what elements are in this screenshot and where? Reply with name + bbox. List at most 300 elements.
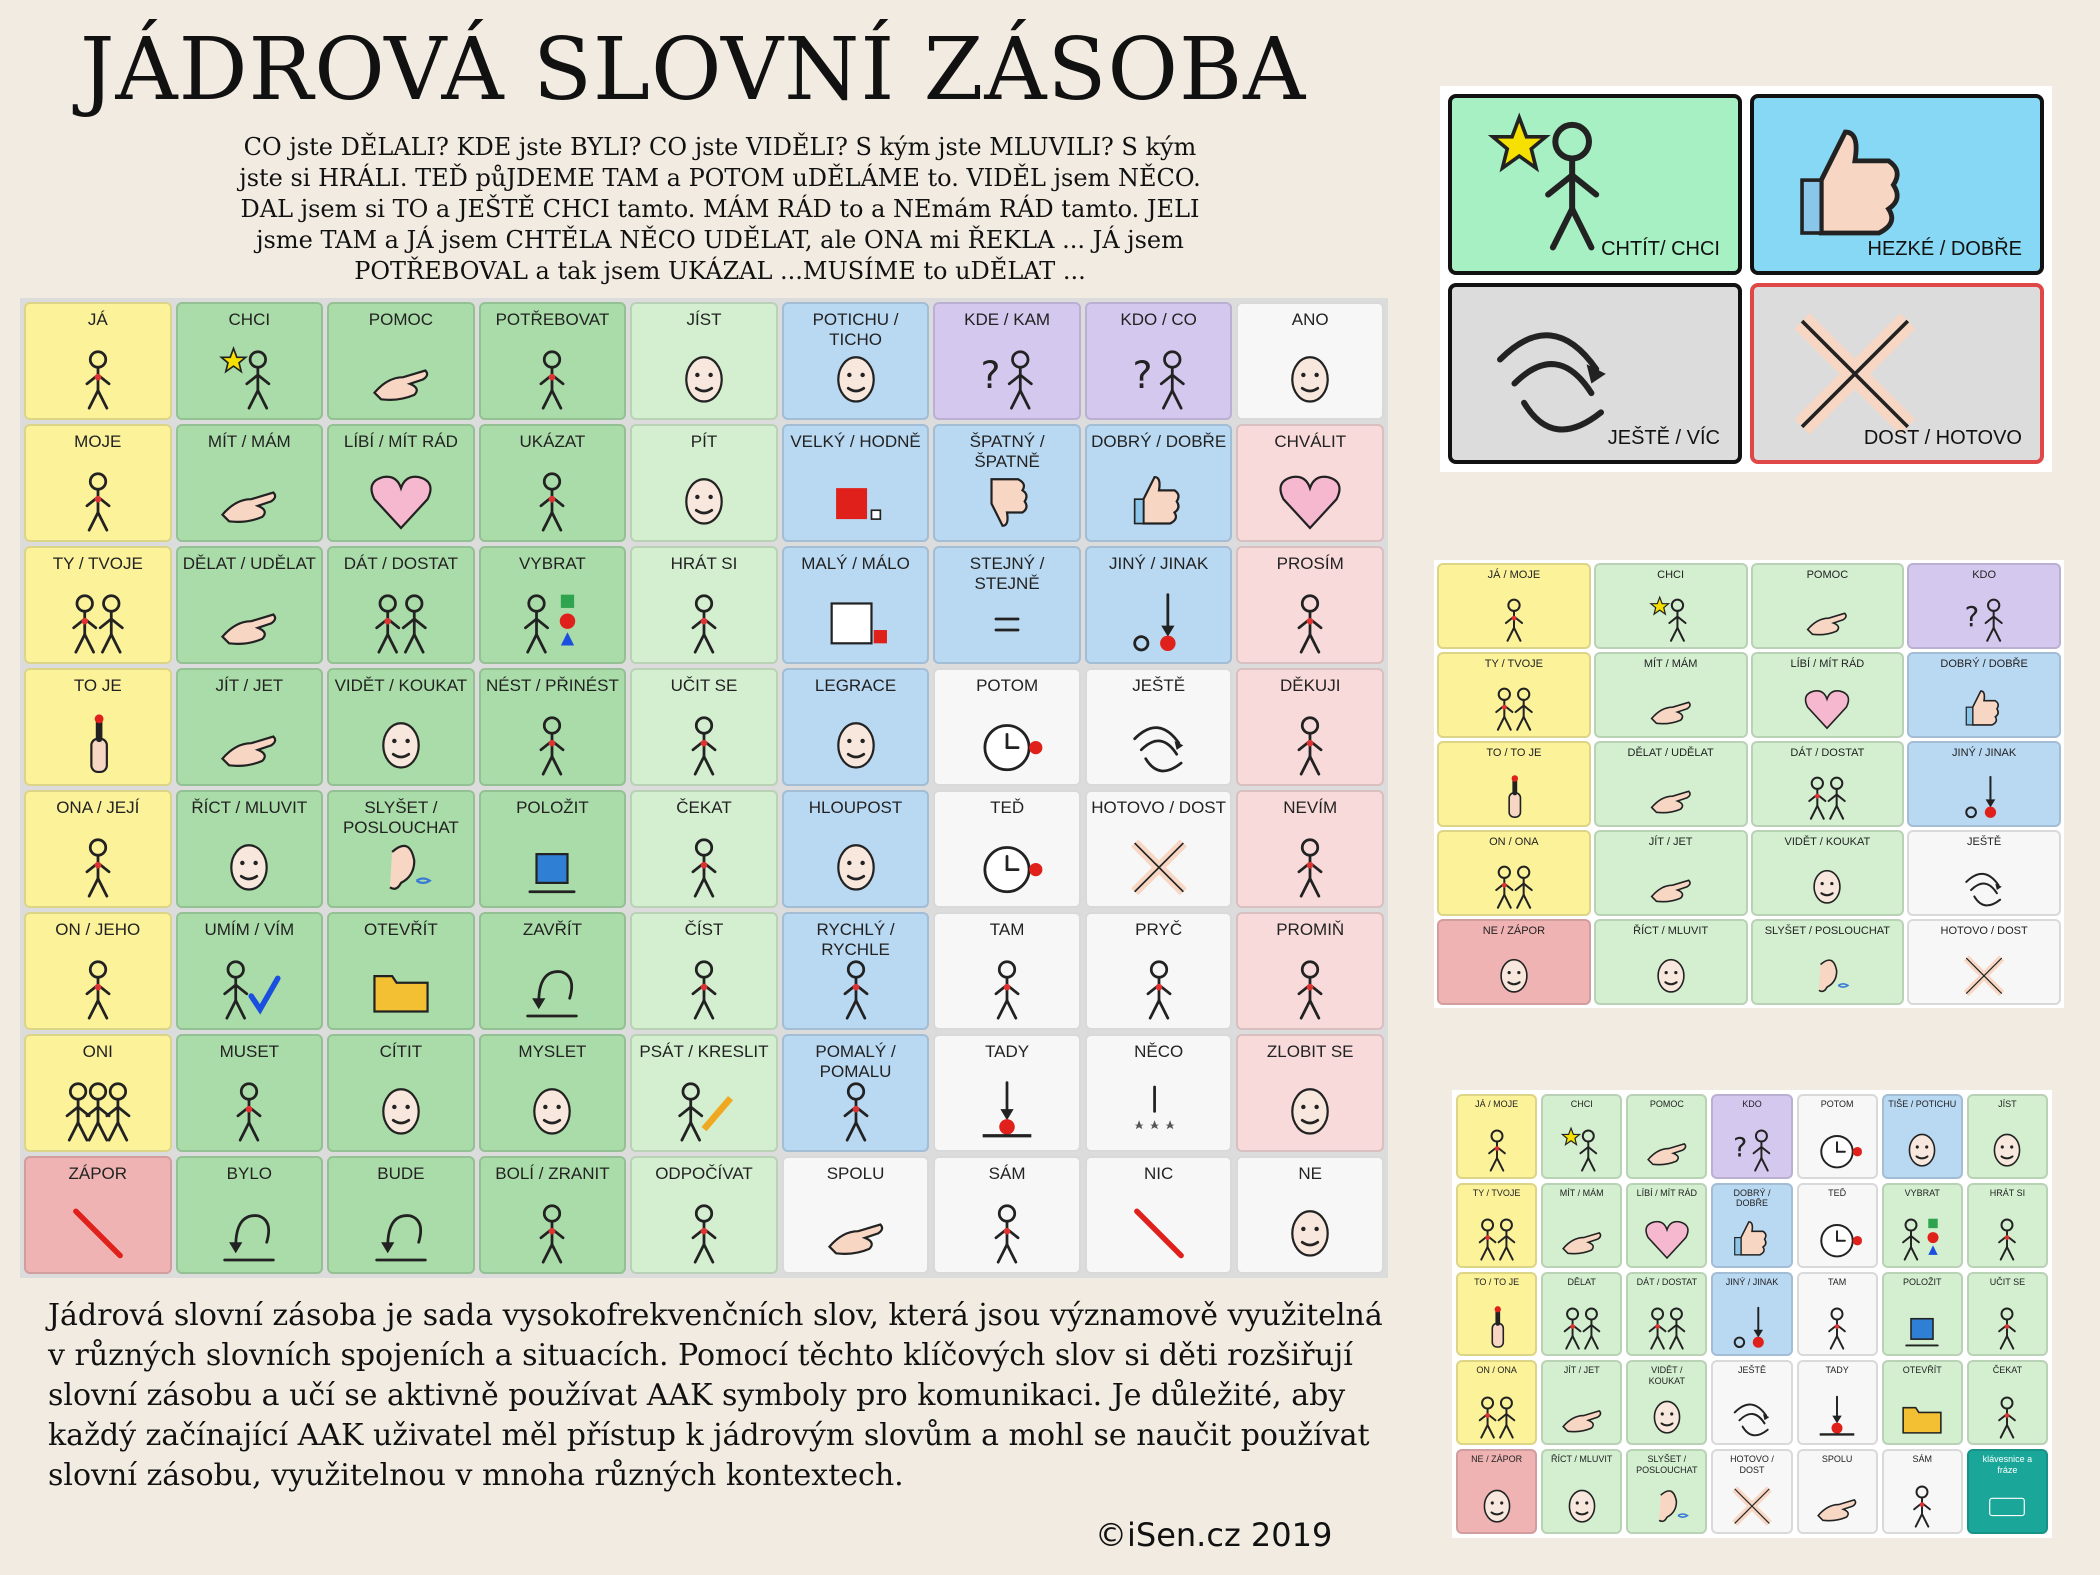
mid_grid-cell-hotovo-dost[interactable] <box>1907 919 2061 1005</box>
medium-symbol-board <box>1434 560 2064 1008</box>
small_grid-cell-spolu[interactable] <box>1797 1449 1878 1534</box>
big-cell-label: DOST / HOTOVO <box>1863 427 2022 449</box>
main_grid-cell-zlobit-se[interactable] <box>1236 1034 1384 1152</box>
main_grid-cell-jíst[interactable] <box>630 302 778 420</box>
main_grid-cell-tady[interactable] <box>933 1034 1081 1152</box>
main_grid-cell-jiný-jinak[interactable] <box>1085 546 1233 664</box>
two-people-icon <box>1471 1392 1521 1445</box>
small_grid-cell-pomoc[interactable] <box>1626 1094 1707 1179</box>
small_grid-cell-potom[interactable] <box>1797 1094 1878 1179</box>
cell-label: BYLO <box>226 1164 272 1183</box>
cell-label: OTEVŘÍT <box>364 920 438 939</box>
small_grid-cell-líbí-mít-rád[interactable] <box>1626 1183 1707 1268</box>
cell-label: PRYČ <box>1135 920 1183 939</box>
hand-icon <box>1802 594 1854 649</box>
main_grid-cell-promiň[interactable] <box>1236 912 1384 1030</box>
svg-text:?: ? <box>1964 602 1980 634</box>
main_grid-cell-dát-dostat[interactable] <box>327 546 475 664</box>
cell-label: HRÁT SI <box>670 554 738 573</box>
mid_grid-cell-ne-zápor[interactable] <box>1437 919 1591 1005</box>
cell-label: UKÁZAT <box>519 432 586 451</box>
mid_grid-cell-mít-mám[interactable] <box>1594 652 1748 738</box>
cell-label: VELKÝ / HODNĚ <box>790 432 921 451</box>
main_grid-cell-já[interactable] <box>24 302 172 420</box>
cell-label: POLOŽIT <box>516 798 589 817</box>
square-white-icon <box>820 588 891 663</box>
main_grid-cell-vybrat[interactable] <box>479 546 627 664</box>
clock-icon <box>1812 1125 1862 1178</box>
main_grid-cell-špatný-špatně[interactable] <box>933 424 1081 542</box>
small_grid-cell-tiše-potichu[interactable] <box>1882 1094 1963 1179</box>
arrow-back-icon <box>214 1198 285 1273</box>
cell-label: klávesnice a fráze <box>1982 1454 2033 1475</box>
main_grid-cell-chválit[interactable] <box>1236 424 1384 542</box>
cell-label: ZLOBIT SE <box>1266 1042 1354 1061</box>
face-icon <box>1645 950 1697 1005</box>
small_grid-cell-dát-dostat[interactable] <box>1626 1272 1707 1357</box>
cell-label: NÉST / PŘINÉST <box>485 676 619 695</box>
two-people-icon <box>1488 683 1540 738</box>
main_grid-cell-zavřít[interactable] <box>479 912 627 1030</box>
mid_grid-cell-dělat-udělat[interactable] <box>1594 741 1748 827</box>
main_grid-cell-nic[interactable] <box>1085 1156 1233 1274</box>
cell-label: JÁ / MOJE <box>1487 569 1541 581</box>
cell-label: MÍT / MÁM <box>207 432 291 451</box>
face-icon <box>1275 1076 1346 1151</box>
big-cell-2[interactable] <box>1448 283 1742 464</box>
mid_grid-cell-to-to-je[interactable] <box>1437 741 1591 827</box>
cell-label: POTOM <box>976 676 1039 695</box>
cell-label: JÁ / MOJE <box>1475 1099 1519 1109</box>
main_grid-cell-pryč[interactable] <box>1085 912 1233 1030</box>
cell-label: KDO <box>1972 569 1997 581</box>
main_grid-cell-chci[interactable] <box>176 302 324 420</box>
cell-label: RYCHLÝ / RYCHLE <box>816 920 895 959</box>
person-icon <box>669 588 740 663</box>
main_grid-cell-zápor[interactable] <box>24 1156 172 1274</box>
check-icon <box>214 954 285 1029</box>
mid_grid-cell-dát-dostat[interactable] <box>1751 741 1905 827</box>
main_grid-cell-hotovo-dost[interactable] <box>1085 790 1233 908</box>
heart-icon <box>1802 683 1854 738</box>
cell-label: TY / TVOJE <box>52 554 143 573</box>
cell-label: ANO <box>1291 310 1329 329</box>
person-icon <box>1275 832 1346 907</box>
main_grid-cell-hloupost[interactable] <box>782 790 930 908</box>
cross-hands-icon <box>1958 950 2010 1005</box>
mid_grid-cell-já-moje[interactable] <box>1437 563 1591 649</box>
cell-label: CHCI <box>1570 1099 1593 1109</box>
cell-label: TAM <box>989 920 1025 939</box>
arrow-down-icon <box>1958 772 2010 827</box>
small-symbol-board <box>1452 1090 2052 1538</box>
main_grid-cell-ty-tvoje[interactable] <box>24 546 172 664</box>
small_grid-cell-mít-mám[interactable] <box>1541 1183 1622 1268</box>
small_grid-cell-učit-se[interactable] <box>1967 1272 2048 1357</box>
cell-label: TEĎ <box>1828 1187 1847 1198</box>
cell-label: JÍT / JET <box>1648 836 1693 848</box>
main_grid-cell-otevřít[interactable] <box>327 912 475 1030</box>
main_grid-cell-tam[interactable] <box>933 912 1081 1030</box>
main_grid-cell-umím-vím[interactable] <box>176 912 324 1030</box>
face-icon <box>1982 1125 2032 1178</box>
small_grid-cell-jiný-jinak[interactable] <box>1711 1272 1792 1357</box>
person-icon <box>214 1076 285 1151</box>
cell-label: SLYŠET / POSLOUCHAT <box>342 798 459 837</box>
small_grid-cell-sám[interactable] <box>1882 1449 1963 1534</box>
arrows-icon <box>1123 710 1194 785</box>
cell-label: VIDĚT / KOUKAT <box>1784 836 1871 848</box>
main_grid-cell-líbí-mít-rád[interactable] <box>327 424 475 542</box>
cell-label: DOBRÝ / DOBŘE <box>1091 432 1227 451</box>
cell-label: LÍBÍ / MÍT RÁD <box>1636 1187 1698 1198</box>
main_grid-cell-potom[interactable] <box>933 668 1081 786</box>
hand-icon <box>214 710 285 785</box>
person-icon <box>669 954 740 1029</box>
two-people-icon <box>1471 1214 1521 1267</box>
main_grid-cell-něco[interactable] <box>1085 1034 1233 1152</box>
hand-icon <box>1645 683 1697 738</box>
cell-label: SPOLU <box>826 1164 885 1183</box>
hand-icon <box>1645 772 1697 827</box>
small_grid-cell-jíst[interactable] <box>1967 1094 2048 1179</box>
cell-label: DÁT / DOSTAT <box>343 554 459 573</box>
cell-label: KDE / KAM <box>964 310 1051 329</box>
main_grid-cell-moje[interactable] <box>24 424 172 542</box>
main_grid-cell-oni[interactable] <box>24 1034 172 1152</box>
main_grid-cell-potřebovat[interactable] <box>479 302 627 420</box>
hand-icon <box>1812 1481 1862 1534</box>
cell-label: BOLÍ / ZRANIT <box>495 1164 610 1183</box>
small_grid-cell-tady[interactable] <box>1797 1360 1878 1445</box>
two-people-icon <box>1557 1303 1607 1356</box>
cell-label: ŘÍCT / MLUVIT <box>191 798 308 817</box>
cell-label: POMALÝ / POMALU <box>815 1042 896 1081</box>
main_grid-cell-spolu[interactable] <box>782 1156 930 1274</box>
person-icon <box>1982 1392 2032 1445</box>
cell-label: VYBRAT <box>1904 1187 1940 1198</box>
arrow-back-icon <box>365 1198 436 1273</box>
small_grid-cell-tam[interactable] <box>1797 1272 1878 1357</box>
main_grid-cell-odpočívat[interactable] <box>630 1156 778 1274</box>
face-icon <box>365 710 436 785</box>
svg-text:?: ? <box>1132 353 1153 398</box>
small_grid-cell-ještě[interactable] <box>1711 1360 1792 1445</box>
cell-label: PSÁT / KRESLIT <box>639 1042 769 1061</box>
cell-label: CÍTIT <box>379 1042 423 1061</box>
person-icon <box>669 832 740 907</box>
heart-icon <box>365 466 436 541</box>
cell-label: TO / TO JE <box>1474 1276 1520 1287</box>
cell-label: JÍT / JET <box>1563 1365 1600 1376</box>
mid_grid-cell-říct-mluvit[interactable] <box>1594 919 1748 1005</box>
arrow-down-icon <box>1727 1303 1777 1356</box>
main_grid-cell-myslet[interactable] <box>479 1034 627 1152</box>
main_grid-cell-to-je[interactable] <box>24 668 172 786</box>
face-icon <box>820 710 891 785</box>
small_grid-cell-otevřít[interactable] <box>1882 1360 1963 1445</box>
cell-label: ON / ONA <box>1476 1365 1517 1376</box>
clock-icon <box>1812 1214 1862 1267</box>
clock-icon <box>972 710 1043 785</box>
small_grid-cell-chci[interactable] <box>1541 1094 1622 1179</box>
square-red-icon <box>820 466 891 541</box>
mid_grid-cell-jít-jet[interactable] <box>1594 830 1748 916</box>
cell-label: POTOM <box>1820 1099 1854 1109</box>
cell-label: POMOC <box>1649 1099 1684 1109</box>
main-symbol-board <box>20 298 1388 1278</box>
mid_grid-cell-jiný-jinak[interactable] <box>1907 741 2061 827</box>
cell-label: VYBRAT <box>519 554 586 573</box>
big-cell-0[interactable] <box>1448 94 1742 275</box>
small_grid-cell-hotovo-dost[interactable] <box>1711 1449 1792 1534</box>
cell-label: CHVÁLIT <box>1274 432 1347 451</box>
main_grid-cell-hrát-si[interactable] <box>630 546 778 664</box>
main_grid-cell-bude[interactable] <box>327 1156 475 1274</box>
thumb-up-icon <box>1727 1214 1777 1267</box>
cell-label: JINÝ / JINAK <box>1952 747 2017 759</box>
cell-label: JÍST <box>1998 1099 2017 1109</box>
small_grid-cell-dobrý-dobře[interactable] <box>1711 1183 1792 1268</box>
dot-down-icon <box>972 1076 1043 1151</box>
cell-label: PROSÍM <box>1276 554 1344 573</box>
main_grid-cell-malý-málo[interactable] <box>782 546 930 664</box>
main_grid-cell-ještě[interactable] <box>1085 668 1233 786</box>
cell-label: LEGRACE <box>814 676 897 695</box>
main_grid-cell-pomoc[interactable] <box>327 302 475 420</box>
main_grid-cell-říct-mluvit[interactable] <box>176 790 324 908</box>
main_grid-cell-číst[interactable] <box>630 912 778 1030</box>
main_grid-cell-ukázat[interactable] <box>479 424 627 542</box>
thumb-up-icon <box>1123 466 1194 541</box>
ear-icon <box>1802 950 1854 1005</box>
person-icon <box>62 954 133 1029</box>
equal-icon <box>972 588 1043 663</box>
main_grid-cell-pít[interactable] <box>630 424 778 542</box>
person-icon <box>1275 954 1346 1029</box>
main_grid-cell-dobrý-dobře[interactable] <box>1085 424 1233 542</box>
cell-label: DÁT / DOSTAT <box>1636 1276 1698 1287</box>
cell-label: VIDĚT / KOUKAT <box>1648 1365 1686 1386</box>
small_grid-cell-on-ona[interactable] <box>1456 1360 1537 1445</box>
small_grid-cell-vybrat[interactable] <box>1882 1183 1963 1268</box>
cell-label: POTICHU / TICHO <box>812 310 899 349</box>
heart-icon <box>1275 466 1346 541</box>
mid_grid-cell-slyšet-poslouchat[interactable] <box>1751 919 1905 1005</box>
small_grid-cell-kdo[interactable] <box>1711 1094 1792 1179</box>
mid_grid-cell-chci[interactable] <box>1594 563 1748 649</box>
small_grid-cell-hrát-si[interactable] <box>1967 1183 2048 1268</box>
face-icon <box>1471 1481 1521 1534</box>
face-icon <box>1642 1392 1692 1445</box>
cell-label: LÍBÍ / MÍT RÁD <box>343 432 458 451</box>
mid_grid-cell-pomoc[interactable] <box>1751 563 1905 649</box>
face-icon <box>1557 1481 1607 1534</box>
main_grid-cell-prosím[interactable] <box>1236 546 1384 664</box>
cell-label: HLOUPOST <box>808 798 903 817</box>
mid_grid-cell-on-ona[interactable] <box>1437 830 1591 916</box>
hand-icon <box>1642 1125 1692 1178</box>
folder-icon <box>1897 1392 1947 1445</box>
main_grid-cell-slyšet-poslouchat[interactable] <box>327 790 475 908</box>
big-cell-label: HEZKÉ / DOBŘE <box>1867 238 2022 260</box>
person-icon <box>1275 710 1346 785</box>
person-icon <box>972 954 1043 1029</box>
small_grid-cell-ne-zápor[interactable] <box>1456 1449 1537 1534</box>
page-title: JÁDROVÁ SLOVNÍ ZÁSOBA <box>80 20 1307 120</box>
main_grid-cell-mít-mám[interactable] <box>176 424 324 542</box>
cell-label: ŘÍCT / MLUVIT <box>1633 925 1709 937</box>
mid_grid-cell-ještě[interactable] <box>1907 830 2061 916</box>
main_grid-cell-legrace[interactable] <box>782 668 930 786</box>
main_grid-cell-psát-kreslit[interactable] <box>630 1034 778 1152</box>
cell-label: KDO <box>1742 1099 1762 1109</box>
main_grid-cell-dělat-udělat[interactable] <box>176 546 324 664</box>
slash-icon <box>62 1198 133 1273</box>
cell-label: TADY <box>985 1042 1030 1061</box>
cell-label: ZAVŘÍT <box>522 920 583 939</box>
person-icon <box>1982 1303 2032 1356</box>
hand-icon <box>1557 1392 1607 1445</box>
person-star-icon <box>1557 1125 1607 1178</box>
cell-label: DĚLAT / UDĚLAT <box>182 554 316 573</box>
big-cell-1[interactable] <box>1750 94 2044 275</box>
person-icon <box>517 1198 588 1273</box>
mid_grid-cell-líbí-mít-rád[interactable] <box>1751 652 1905 738</box>
main_grid-cell-bolí-zranit[interactable] <box>479 1156 627 1274</box>
cell-label: TIŠE / POTICHU <box>1888 1099 1957 1109</box>
small_grid-cell-klávesnice-a-fráze[interactable] <box>1967 1449 2048 1534</box>
cell-label: DĚKUJI <box>1279 676 1341 695</box>
person-icon <box>62 344 133 419</box>
question-icon <box>972 344 1043 419</box>
ear-icon <box>1642 1481 1692 1534</box>
main_grid-cell-ano[interactable] <box>1236 302 1384 420</box>
small_grid-cell-já-moje[interactable] <box>1456 1094 1537 1179</box>
main_grid-cell-teď[interactable] <box>933 790 1081 908</box>
main_grid-cell-učit-se[interactable] <box>630 668 778 786</box>
mid_grid-cell-dobrý-dobře[interactable] <box>1907 652 2061 738</box>
copyright: ©iSen.cz 2019 <box>1095 1516 1333 1554</box>
cell-label: NĚCO <box>1134 1042 1184 1061</box>
cell-label: HOTOVO / DOST <box>1940 925 2028 937</box>
person-icon <box>669 710 740 785</box>
cell-label: ONI <box>82 1042 113 1061</box>
main_grid-cell-bylo[interactable] <box>176 1156 324 1274</box>
big-cell-3[interactable] <box>1750 283 2044 464</box>
cell-label: PÍT <box>690 432 718 451</box>
cell-label: ONA / JEJÍ <box>56 798 140 817</box>
big-cell-label: JEŠTĚ / VÍC <box>1607 427 1720 449</box>
small_grid-cell-teď[interactable] <box>1797 1183 1878 1268</box>
two-people-icon <box>365 588 436 663</box>
face-icon <box>1275 344 1346 419</box>
cell-label: DĚLAT <box>1567 1276 1596 1287</box>
main_grid-cell-děkuji[interactable] <box>1236 668 1384 786</box>
main_grid-cell-stejný-stejně[interactable] <box>933 546 1081 664</box>
person-icon <box>669 1198 740 1273</box>
cell-label: UMÍM / VÍM <box>204 920 295 939</box>
cell-label: TAM <box>1827 1276 1847 1287</box>
cell-label: MOJE <box>74 432 122 451</box>
small_grid-cell-ty-tvoje[interactable] <box>1456 1183 1537 1268</box>
small_grid-cell-jít-jet[interactable] <box>1541 1360 1622 1445</box>
mid_grid-cell-kdo[interactable] <box>1907 563 2061 649</box>
two-people-icon <box>62 588 133 663</box>
main_grid-cell-jít-jet[interactable] <box>176 668 324 786</box>
person-icon <box>820 1076 891 1151</box>
cell-label: ODPOČÍVAT <box>655 1164 753 1183</box>
folder-icon <box>365 954 436 1029</box>
face-icon <box>669 344 740 419</box>
main_grid-cell-čekat[interactable] <box>630 790 778 908</box>
main_grid-cell-velký-hodně[interactable] <box>782 424 930 542</box>
small_grid-cell-položit[interactable] <box>1882 1272 1963 1357</box>
main_grid-cell-sám[interactable] <box>933 1156 1081 1274</box>
mid_grid-cell-vidět-koukat[interactable] <box>1751 830 1905 916</box>
box-icon <box>517 832 588 907</box>
cell-label: JEŠTĚ <box>1132 676 1186 695</box>
cell-label: NE / ZÁPOR <box>1482 925 1546 937</box>
small_grid-cell-dělat[interactable] <box>1541 1272 1622 1357</box>
main_grid-cell-ne[interactable] <box>1236 1156 1384 1274</box>
intro-text: CO jste DĚLALI? KDE jste BYLI? CO jste VIDĚLI? S kým jste MLUVILI? S kým jste si HRÁLI. TEĎ půJDEME TAM a POTOM uDĚLÁME to. VIDĚL jsem NĚCO. DAL jsem si TO a JEŠTĚ CHCI tamto. MÁM RÁD to a NEmám RÁD tamto. JELI jsme TAM a JÁ jsem CHTĚLA NĚCO UDĚLAT, ale ONA mi ŘEKLA ... JÁ jsem POTŘEBOVAL a tak jsem UKÁZAL ...MUSÍME to uDĚLAT ... <box>239 133 1201 285</box>
main_grid-cell-položit[interactable] <box>479 790 627 908</box>
small_grid-cell-slyšet-poslouchat[interactable] <box>1626 1449 1707 1534</box>
main_grid-cell-on-jeho[interactable] <box>24 912 172 1030</box>
cell-label: ČEKAT <box>676 798 732 817</box>
cross-hands-icon <box>1123 832 1194 907</box>
two-people-icon <box>1642 1303 1692 1356</box>
face-icon <box>365 1076 436 1151</box>
small_grid-cell-říct-mluvit[interactable] <box>1541 1449 1622 1534</box>
main_grid-cell-kdo-co[interactable] <box>1085 302 1233 420</box>
cell-label: ŘÍCT / MLUVIT <box>1551 1454 1613 1465</box>
cell-label: VIDĚT / KOUKAT <box>334 676 468 695</box>
small_grid-cell-čekat[interactable] <box>1967 1360 2048 1445</box>
cell-label: JÍST <box>686 310 722 329</box>
cell-label: POMOC <box>1806 569 1849 581</box>
box-icon <box>1897 1303 1947 1356</box>
finger-icon <box>1471 1303 1521 1356</box>
main_grid-cell-muset[interactable] <box>176 1034 324 1152</box>
main_grid-cell-ona-její[interactable] <box>24 790 172 908</box>
cell-label: ON / JEHO <box>55 920 141 939</box>
hand-icon <box>1645 861 1697 916</box>
main_grid-cell-kde-kam[interactable] <box>933 302 1081 420</box>
cell-label: ŠPATNÝ / ŠPATNĚ <box>969 432 1045 471</box>
main_grid-cell-cítit[interactable] <box>327 1034 475 1152</box>
thumb-up-icon <box>1958 683 2010 738</box>
cell-label: TY / TVOJE <box>1472 1187 1521 1198</box>
main_grid-cell-pomalý-pomalu[interactable] <box>782 1034 930 1152</box>
mid_grid-cell-ty-tvoje[interactable] <box>1437 652 1591 738</box>
ear-icon <box>365 832 436 907</box>
hand-icon <box>214 466 285 541</box>
face-icon <box>1275 1198 1346 1273</box>
small_grid-cell-vidět-koukat[interactable] <box>1626 1360 1707 1445</box>
main_grid-cell-rychlý-rychle[interactable] <box>782 912 930 1030</box>
main_grid-cell-potichu-ticho[interactable] <box>782 302 930 420</box>
face-icon <box>1488 950 1540 1005</box>
main_grid-cell-nést-přinést[interactable] <box>479 668 627 786</box>
main_grid-cell-nevím[interactable] <box>1236 790 1384 908</box>
hand-icon <box>1557 1214 1607 1267</box>
question-icon <box>1123 344 1194 419</box>
person-icon <box>62 832 133 907</box>
small_grid-cell-to-to-je[interactable] <box>1456 1272 1537 1357</box>
main_grid-cell-vidět-koukat[interactable] <box>327 668 475 786</box>
